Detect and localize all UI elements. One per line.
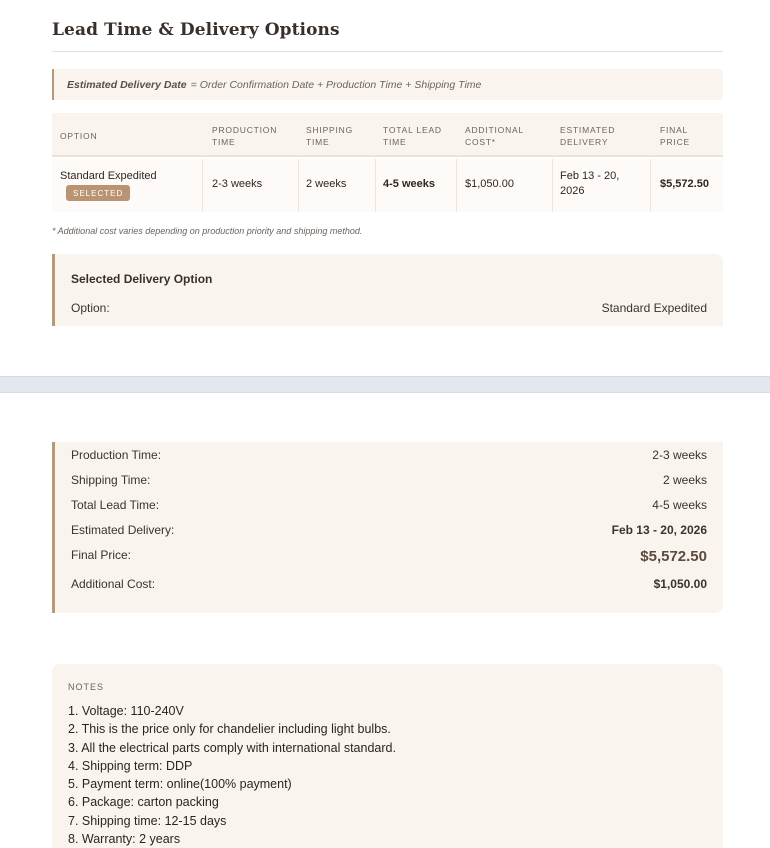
cell-total-lead-time: 4-5 weeks: [383, 178, 435, 190]
selected-option-heading: Selected Delivery Option: [71, 272, 213, 286]
list-item: 8. Warranty: 2 years: [68, 832, 181, 847]
title-divider: [52, 51, 723, 52]
option-label: Option:: [71, 301, 110, 315]
delivery-options-table: [52, 113, 723, 212]
column-divider: [298, 159, 299, 212]
option-value: Standard Expedited: [601, 301, 707, 315]
header-shipping-time: SHIPPING TIME: [306, 125, 354, 147]
column-divider: [375, 159, 376, 212]
section-title: Lead Time & Delivery Options: [52, 20, 340, 40]
header-estimated-delivery: ESTIMATED DELIVERY: [560, 125, 616, 147]
production-time-value: 2-3 weeks: [652, 448, 707, 462]
delivery-formula: [52, 69, 723, 100]
final-price-value: $5,572.50: [640, 548, 707, 565]
cell-additional-cost: $1,050.00: [465, 178, 514, 190]
total-lead-time-label: Total Lead Time:: [71, 498, 160, 512]
header-additional-cost: ADDITIONAL COST*: [465, 125, 524, 147]
list-item: 5. Payment term: online(100% payment): [68, 777, 292, 792]
list-item: 7. Shipping time: 12-15 days: [68, 813, 227, 828]
shipping-time-value: 2 weeks: [662, 473, 707, 487]
header-option: OPTION: [60, 131, 98, 141]
list-item: 2. This is the price only for chandelier including light bulbs.: [68, 722, 391, 737]
estimated-delivery-label: Estimated Delivery:: [71, 523, 175, 537]
notes-title: NOTES: [68, 682, 105, 692]
additional-cost-value: $1,050.00: [653, 577, 707, 591]
column-divider: [456, 159, 457, 212]
list-item: 4. Shipping term: DDP: [68, 758, 193, 773]
column-divider: [552, 159, 553, 212]
selected-option-card: [52, 254, 723, 326]
formula-label: Estimated Delivery Date: [67, 78, 187, 91]
additional-cost-label: Additional Cost:: [71, 577, 156, 591]
selected-option-card-continued: [52, 442, 723, 613]
cell-final-price: $5,572.50: [660, 178, 709, 190]
cost-footnote: * Additional cost varies depending on production priority and shipping method.: [52, 226, 363, 236]
page-1: [0, 0, 770, 376]
header-final-price: FINAL PRICE: [660, 125, 690, 147]
estimated-delivery-value: Feb 13 - 20, 2026: [611, 523, 707, 537]
list-item: 3. All the electrical parts comply with international standard.: [68, 740, 396, 755]
notes-section: [52, 664, 723, 848]
formula-expression: = Order Confirmation Date + Production Time + Shipping Time: [190, 78, 482, 91]
column-divider: [650, 159, 651, 212]
list-item: 1. Voltage: 110-240V: [68, 704, 184, 718]
final-price-label: Final Price:: [71, 548, 132, 562]
header-production-time: PRODUCTION TIME: [212, 125, 278, 147]
header-total-lead-time: TOTAL LEAD TIME: [383, 125, 442, 147]
option-name: Standard Expedited: [60, 170, 157, 182]
shipping-time-label: Shipping Time:: [71, 473, 151, 487]
production-time-label: Production Time:: [71, 448, 162, 462]
total-lead-time-value: 4-5 weeks: [652, 498, 707, 512]
table-row[interactable]: [52, 159, 723, 212]
page-break: [0, 376, 770, 393]
column-divider: [202, 159, 203, 212]
selected-badge: SELECTED: [66, 185, 130, 201]
cell-estimated-delivery: Feb 13 - 20, 2026: [560, 170, 620, 197]
cell-shipping-time: 2 weeks: [306, 178, 347, 190]
table-header: [52, 113, 723, 157]
cell-option: [60, 169, 157, 184]
list-item: 6. Package: carton packing: [68, 795, 219, 810]
notes-list: [68, 702, 396, 848]
cell-production-time: 2-3 weeks: [212, 178, 263, 190]
